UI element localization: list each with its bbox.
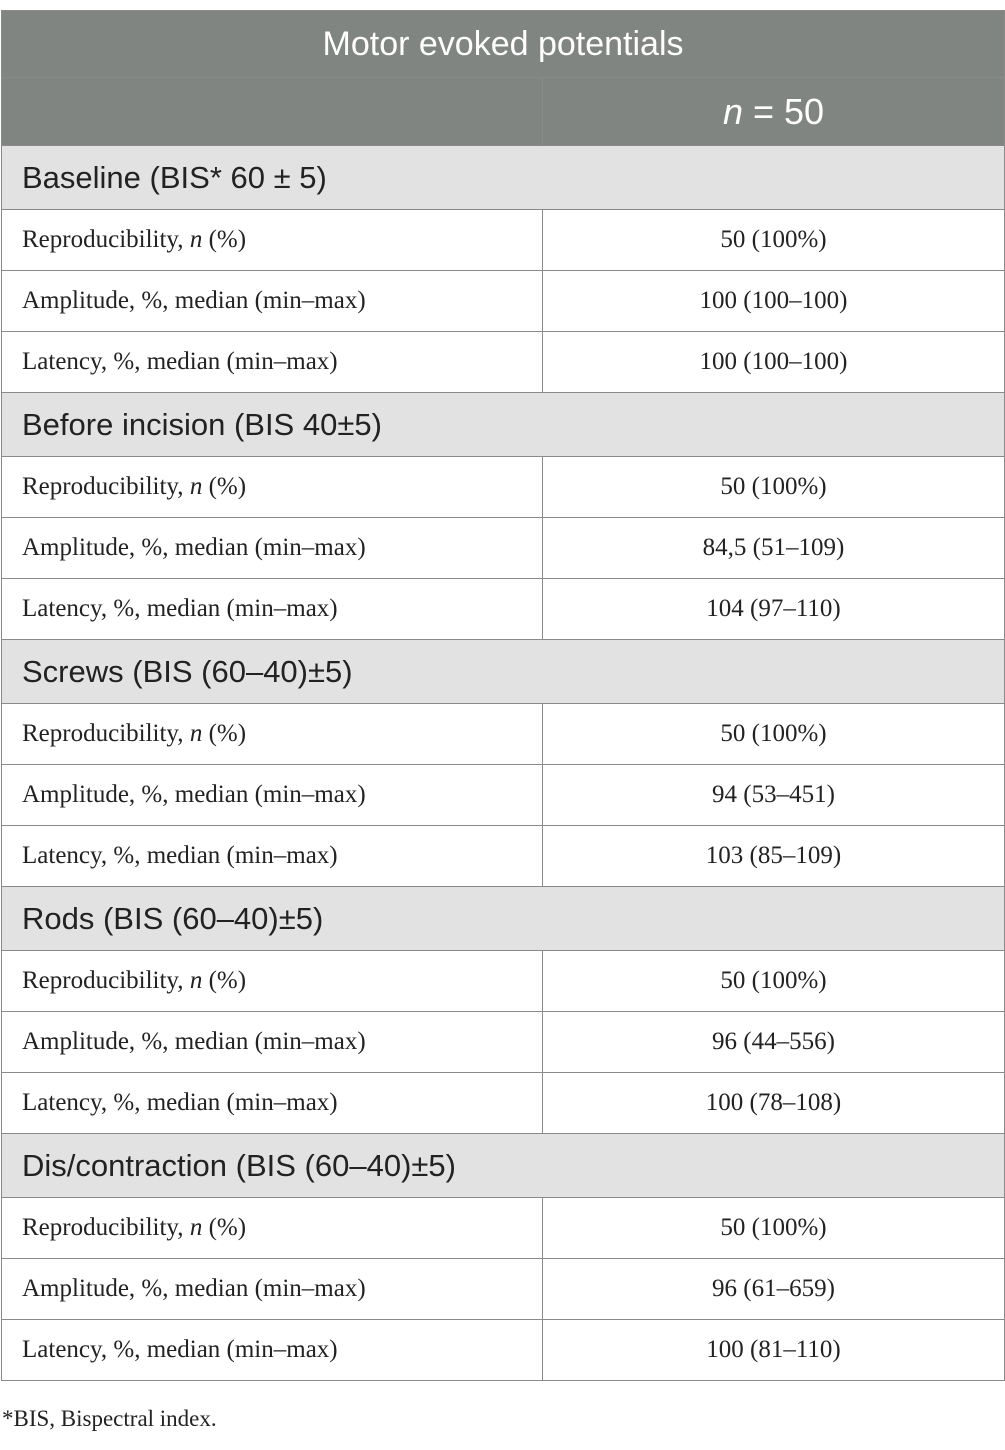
label-tail: (%) (202, 720, 247, 747)
row-label (2, 826, 543, 887)
table-row (2, 1198, 1005, 1259)
row-label (2, 1073, 543, 1134)
table-row (2, 1012, 1005, 1073)
label-italic-n: n (189, 226, 203, 253)
row-value: 100 (100–100) (543, 332, 1005, 393)
row-value: 96 (44–556) (543, 1012, 1005, 1073)
label-text: Latency, %, median (min–max) (22, 1089, 338, 1116)
label-text: Reproducibility, (22, 720, 190, 747)
label-italic-n: n (189, 967, 203, 994)
label-text: Amplitude, %, median (min–max) (22, 534, 366, 561)
n-value: = 50 (742, 90, 825, 132)
table-row (2, 951, 1005, 1012)
label-italic-n: n (189, 1214, 203, 1241)
label-text: Reproducibility, (22, 226, 190, 253)
label-text: Latency, %, median (min–max) (22, 1336, 338, 1363)
row-value: 50 (100%) (543, 1198, 1005, 1259)
label-text: Reproducibility, (22, 473, 190, 500)
section-row (2, 640, 1005, 704)
mep-table (1, 10, 1005, 1381)
label-text: Amplitude, %, median (min–max) (22, 1028, 366, 1055)
row-label (2, 1012, 543, 1073)
table-title: Motor evoked potentials (2, 11, 1005, 78)
label-tail: (%) (202, 226, 247, 253)
row-value: 50 (100%) (543, 457, 1005, 518)
table-row (2, 579, 1005, 640)
label-tail: (%) (202, 1214, 247, 1241)
section-heading: Rods (BIS (60–40)±5) (2, 887, 1005, 951)
row-value: 50 (100%) (543, 951, 1005, 1012)
row-value: 104 (97–110) (543, 579, 1005, 640)
section-row (2, 887, 1005, 951)
row-label (2, 271, 543, 332)
table-row (2, 457, 1005, 518)
label-text: Amplitude, %, median (min–max) (22, 1275, 366, 1302)
row-label (2, 332, 543, 393)
row-label (2, 704, 543, 765)
sample-size-header (543, 78, 1005, 146)
table-row (2, 271, 1005, 332)
section-row (2, 1134, 1005, 1198)
row-value: 50 (100%) (543, 210, 1005, 271)
row-value: 96 (61–659) (543, 1259, 1005, 1320)
row-label (2, 210, 543, 271)
table-row (2, 518, 1005, 579)
row-label (2, 1320, 543, 1381)
table-row (2, 704, 1005, 765)
table-footnote: *BIS, Bispectral index. (2, 1406, 217, 1431)
row-value: 100 (78–108) (543, 1073, 1005, 1134)
label-text: Latency, %, median (min–max) (22, 595, 338, 622)
label-text: Latency, %, median (min–max) (22, 842, 338, 869)
header-empty-cell (2, 78, 543, 146)
row-label (2, 518, 543, 579)
label-text: Amplitude, %, median (min–max) (22, 781, 366, 808)
label-tail: (%) (202, 967, 247, 994)
section-row (2, 146, 1005, 210)
row-label (2, 579, 543, 640)
row-value: 50 (100%) (543, 704, 1005, 765)
label-tail: (%) (202, 473, 247, 500)
row-label (2, 457, 543, 518)
column-header-row (2, 78, 1005, 146)
table-row (2, 332, 1005, 393)
row-label (2, 1198, 543, 1259)
table-row (2, 210, 1005, 271)
section-heading: Screws (BIS (60–40)±5) (2, 640, 1005, 704)
label-italic-n: n (189, 720, 203, 747)
n-symbol: n (722, 90, 743, 132)
section-heading: Dis/contraction (BIS (60–40)±5) (2, 1134, 1005, 1198)
section-row (2, 393, 1005, 457)
table-row (2, 826, 1005, 887)
row-value: 103 (85–109) (543, 826, 1005, 887)
table-row (2, 1320, 1005, 1381)
row-label (2, 951, 543, 1012)
row-label (2, 1259, 543, 1320)
row-value: 94 (53–451) (543, 765, 1005, 826)
section-heading: Before incision (BIS 40±5) (2, 393, 1005, 457)
row-label (2, 765, 543, 826)
label-text: Latency, %, median (min–max) (22, 348, 338, 375)
table-title-row (2, 11, 1005, 78)
table-row (2, 765, 1005, 826)
row-value: 100 (81–110) (543, 1320, 1005, 1381)
row-value: 100 (100–100) (543, 271, 1005, 332)
label-text: Reproducibility, (22, 1214, 190, 1241)
table-row (2, 1073, 1005, 1134)
label-text: Reproducibility, (22, 967, 190, 994)
label-italic-n: n (189, 473, 203, 500)
table-row (2, 1259, 1005, 1320)
label-text: Amplitude, %, median (min–max) (22, 287, 366, 314)
row-value: 84,5 (51–109) (543, 518, 1005, 579)
section-heading: Baseline (BIS* 60 ± 5) (2, 146, 1005, 210)
